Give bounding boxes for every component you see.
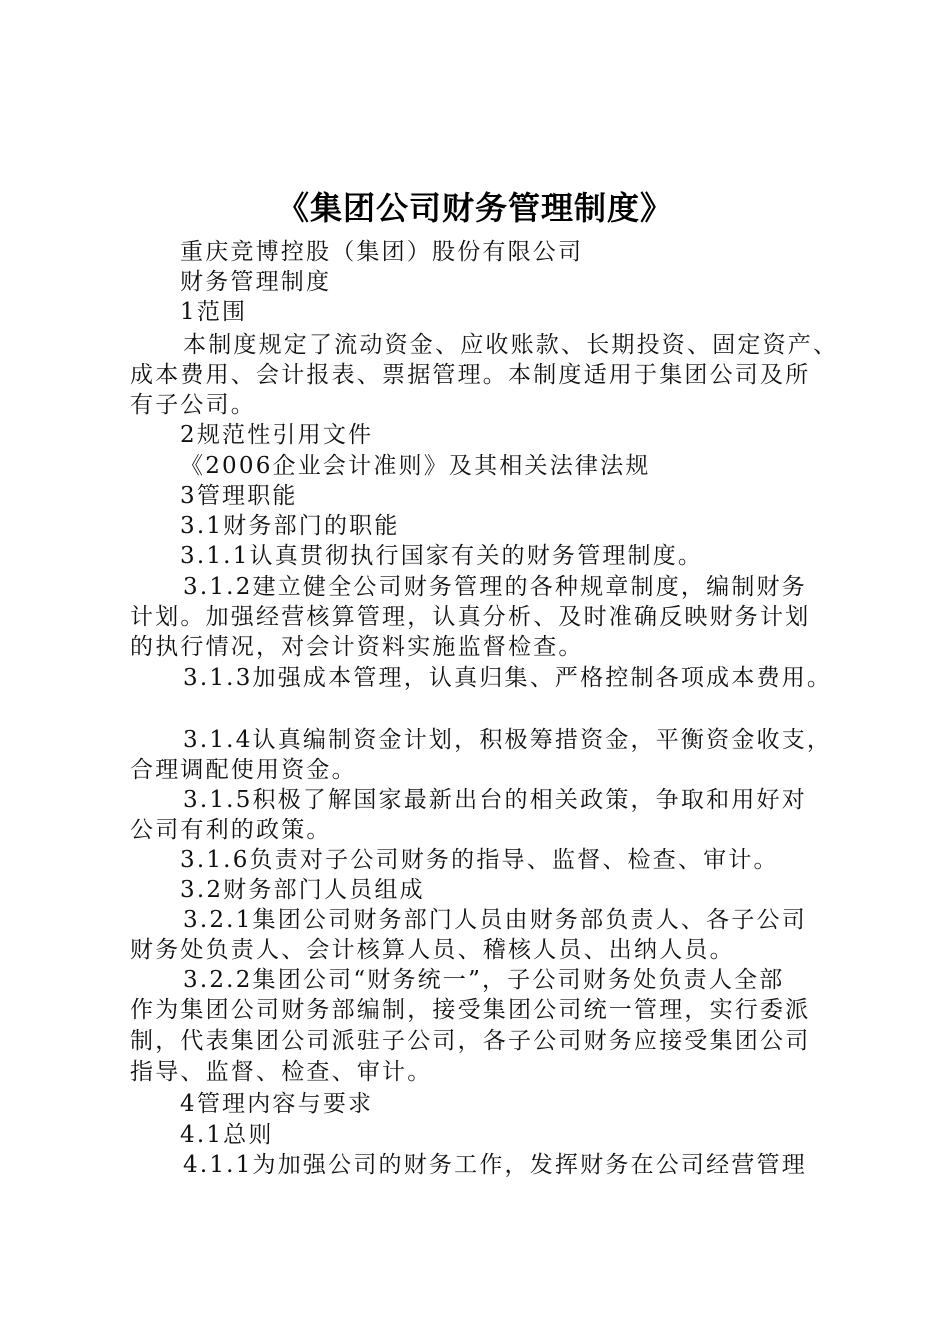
paragraph-line: 3.2.2集团公司“财务统一”，子公司财务处负责人全部 [183, 967, 785, 993]
subsection-heading: 4.1总则 [180, 1122, 274, 1148]
paragraph-line: 合理调配使用资金。 [130, 757, 357, 783]
paragraph-line: 成本费用、会计报表、票据管理。本制度适用于集团公司及所 [130, 362, 811, 388]
paragraph-line: 作为集团公司财务部编制，接受集团公司统一管理，实行委派 [130, 997, 811, 1023]
paragraph-line: 的执行情况，对会计资料实施监督检查。 [130, 634, 584, 660]
paragraph-line: 有子公司。 [130, 392, 256, 418]
paragraph-line: 3.1.1认真贯彻执行国家有关的财务管理制度。 [180, 543, 704, 569]
subsection-heading: 3.2财务部门人员组成 [180, 877, 425, 903]
company-name-line: 重庆竞博控股（集团）股份有限公司 [180, 239, 584, 265]
paragraph-line: 公司有利的政策。 [130, 817, 332, 843]
paragraph-line: 3.1.3加强成本管理，认真归集、严格控制各项成本费用。 [183, 665, 833, 691]
paragraph-line: 3.1.4认真编制资金计划，积极筹措资金，平衡资金收支， [183, 727, 833, 753]
paragraph-line: 3.1.6负责对子公司财务的指导、监督、检查、审计。 [180, 847, 779, 873]
paragraph-line: 财务处负责人、会计核算人员、稽核人员、出纳人员。 [130, 937, 735, 963]
paragraph-line: 3.2.1集团公司财务部门人员由财务部负责人、各子公司 [183, 907, 807, 933]
paragraph-line: 《2006企业会计准则》及其相关法律法规 [180, 453, 651, 479]
paragraph-line: 制，代表集团公司派驻子公司，各子公司财务应接受集团公司 [130, 1028, 811, 1054]
paragraph-line: 指导、监督、检查、审计。 [130, 1059, 433, 1085]
paragraph-line: 4.1.1为加强公司的财务工作，发挥财务在公司经营管理 [183, 1152, 807, 1178]
paragraph-line: 3.1.5积极了解国家最新出台的相关政策，争取和用好对 [183, 787, 807, 813]
subsection-heading: 3.1财务部门的职能 [180, 513, 400, 539]
paragraph-line: 计划。加强经营核算管理，认真分析、及时准确反映财务计划 [130, 604, 811, 630]
heading-line: 财务管理制度 [180, 269, 332, 295]
paragraph-line: 本制度规定了流动资金、应收账款、长期投资、固定资产、 [183, 332, 839, 358]
section-heading: 1范围 [180, 299, 248, 325]
document-title: 《集团公司财务管理制度》 [276, 189, 673, 227]
section-heading: 2规范性引用文件 [180, 422, 374, 448]
section-heading: 4管理内容与要求 [180, 1091, 374, 1117]
section-heading: 3管理职能 [180, 483, 298, 509]
paragraph-line: 3.1.2建立健全公司财务管理的各种规章制度，编制财务 [183, 574, 807, 600]
